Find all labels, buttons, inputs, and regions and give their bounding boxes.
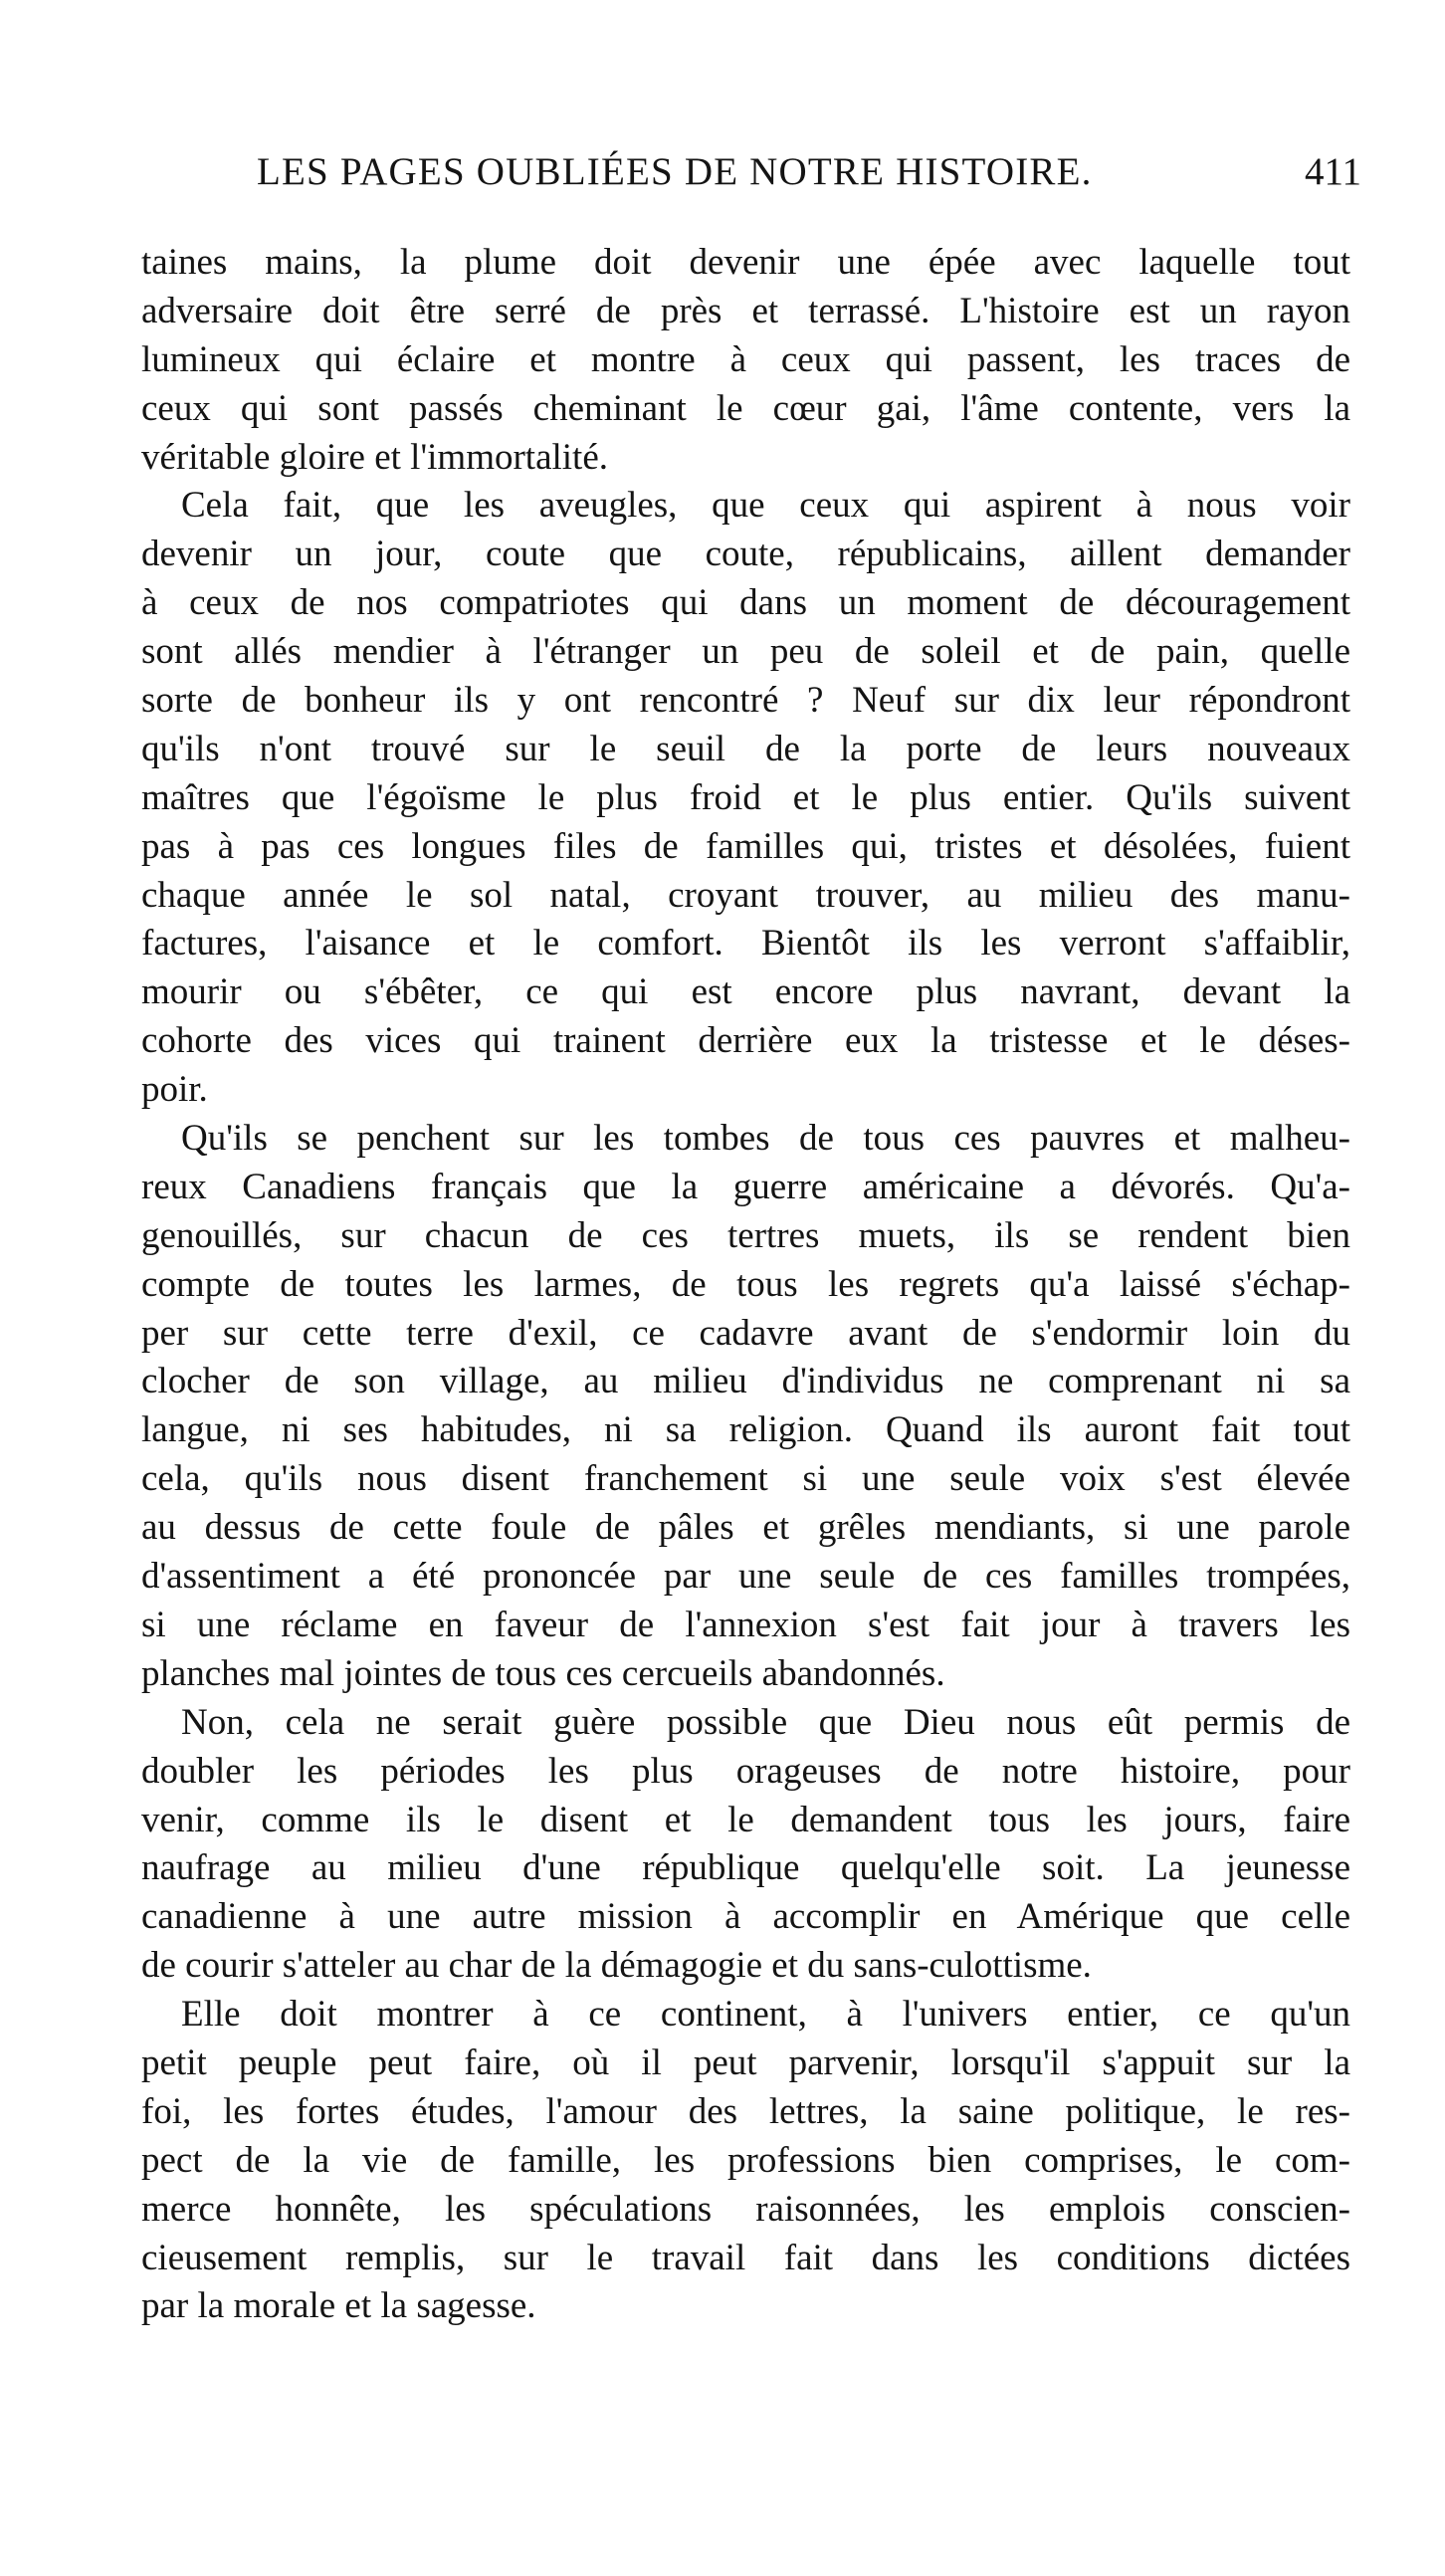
text-line: Cela fait, que les aveugles, que ceux qui aspirent à nous voir bbox=[181, 485, 1350, 527]
text-line: si une réclame en faveur de l'annexion s'est fait jour à travers les bbox=[141, 1604, 1350, 1645]
text-line: poir. bbox=[141, 1069, 208, 1111]
text-line: Elle doit montrer à ce continent, à l'univers entier, ce qu'un bbox=[181, 1994, 1350, 2036]
text-line: sont allés mendier à l'étranger un peu de soleil et de pain, quelle bbox=[141, 631, 1350, 673]
paragraph-3 bbox=[141, 1115, 1350, 1699]
text-line: reux Canadiens français que la guerre américaine a dévorés. Qu'a- bbox=[141, 1166, 1350, 1207]
running-title: LES PAGES OUBLIÉES DE NOTRE HISTOIRE. bbox=[257, 150, 1093, 193]
paragraph-5 bbox=[141, 1991, 1350, 2331]
text-line: genouillés, sur chacun de ces tertres muets, ils se rendent bien bbox=[141, 1214, 1350, 1256]
running-head bbox=[257, 149, 1361, 209]
text-line: Non, cela ne serait guère possible que Dieu nous eût permis de bbox=[181, 1701, 1350, 1743]
text-line: adversaire doit être serré de près et terrassé. L'histoire est un rayon bbox=[141, 290, 1350, 331]
page-number: 411 bbox=[1304, 150, 1361, 193]
paragraph-2 bbox=[141, 482, 1350, 1115]
body-text bbox=[141, 239, 1350, 2331]
text-line: naufrage au milieu d'une république quelqu'elle soit. La jeunesse bbox=[141, 1847, 1350, 1889]
text-line: cieusement remplis, sur le travail fait dans les conditions dictées bbox=[141, 2237, 1350, 2278]
text-line: cela, qu'ils nous disent franchement si une seule voix s'est élevée bbox=[141, 1458, 1350, 1500]
text-line: Qu'ils se penchent sur les tombes de tous ces pauvres et malheu- bbox=[181, 1118, 1350, 1160]
text-line: chaque année le sol natal, croyant trouver, au milieu des manu- bbox=[141, 874, 1350, 916]
text-line: doubler les périodes les plus orageuses de notre histoire, pour bbox=[141, 1750, 1350, 1792]
text-line: au dessus de cette foule de pâles et grêles mendiants, si une parole bbox=[141, 1507, 1350, 1549]
text-line: d'assentiment a été prononcée par une seule de ces familles trompées, bbox=[141, 1556, 1350, 1598]
text-line: pect de la vie de famille, les professions bien comprises, le com- bbox=[141, 2139, 1350, 2181]
text-line: véritable gloire et l'immortalité. bbox=[141, 436, 609, 478]
text-line: venir, comme ils le disent et le demandent tous les jours, faire bbox=[141, 1799, 1350, 1840]
paragraph-4 bbox=[141, 1699, 1350, 1991]
text-line: qu'ils n'ont trouvé sur le seuil de la porte de leurs nouveaux bbox=[141, 728, 1350, 769]
text-line: maîtres que l'égoïsme le plus froid et le plus entier. Qu'ils suivent bbox=[141, 776, 1350, 818]
text-line: à ceux de nos compatriotes qui dans un moment de découragement bbox=[141, 582, 1350, 624]
text-line: clocher de son village, au milieu d'individus ne comprenant ni sa bbox=[141, 1361, 1350, 1402]
text-line: planches mal jointes de tous ces cercueils abandonnés. bbox=[141, 1652, 945, 1694]
text-line: compte de toutes les larmes, de tous les regrets qu'a laissé s'échap- bbox=[141, 1263, 1350, 1305]
text-line: pas à pas ces longues files de familles qui, tristes et désolées, fuient bbox=[141, 825, 1350, 867]
text-line: canadienne à une autre mission à accomplir en Amérique que celle bbox=[141, 1896, 1350, 1938]
text-line: sorte de bonheur ils y ont rencontré ? Neuf sur dix leur répondront bbox=[141, 680, 1350, 722]
text-line: mourir ou s'ébêter, ce qui est encore plus navrant, devant la bbox=[141, 971, 1350, 1013]
text-line: factures, l'aisance et le comfort. Bientôt ils les verront s'affaiblir, bbox=[141, 923, 1350, 965]
text-line: langue, ni ses habitudes, ni sa religion. Quand ils auront fait tout bbox=[141, 1409, 1350, 1451]
text-line: de courir s'atteler au char de la démagogie et du sans-culottisme. bbox=[141, 1945, 1092, 1987]
text-line: par la morale et la sagesse. bbox=[141, 2285, 536, 2327]
text-line: per sur cette terre d'exil, ce cadavre avant de s'endormir loin du bbox=[141, 1312, 1350, 1354]
text-line: ceux qui sont passés cheminant le cœur gai, l'âme contente, vers la bbox=[141, 387, 1350, 429]
text-line: taines mains, la plume doit devenir une épée avec laquelle tout bbox=[141, 242, 1350, 283]
text-line: cohorte des vices qui trainent derrière eux la tristesse et le déses- bbox=[141, 1020, 1350, 1062]
text-line: devenir un jour, coute que coute, républicains, aillent demander bbox=[141, 534, 1350, 575]
text-line: foi, les fortes études, l'amour des lettres, la saine politique, le res- bbox=[141, 2090, 1350, 2132]
text-line: merce honnête, les spéculations raisonnées, les emplois conscien- bbox=[141, 2188, 1350, 2230]
paragraph-1 bbox=[141, 239, 1350, 482]
text-line: petit peuple peut faire, où il peut parvenir, lorsqu'il s'appuit sur la bbox=[141, 2041, 1350, 2083]
text-line: lumineux qui éclaire et montre à ceux qui passent, les traces de bbox=[141, 338, 1350, 380]
